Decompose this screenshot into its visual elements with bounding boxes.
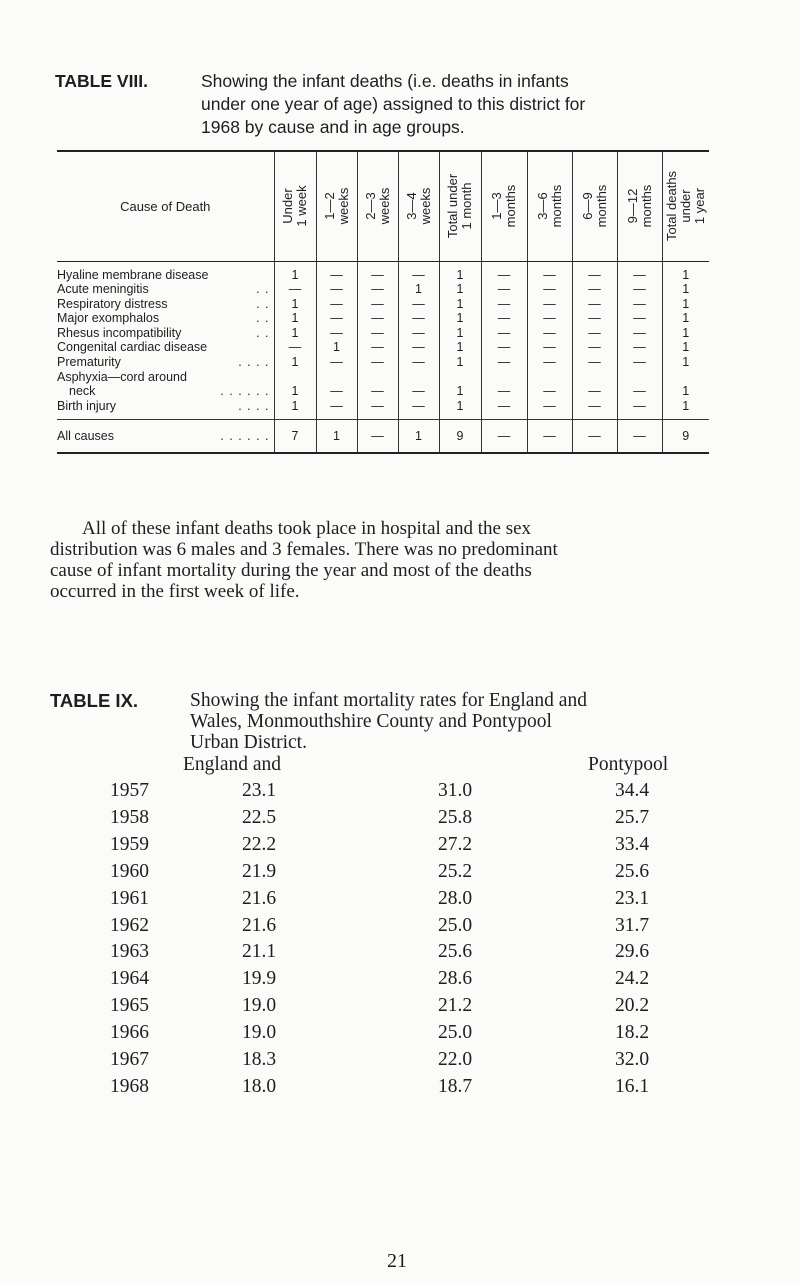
value-cell: —	[572, 297, 617, 312]
county-rate-cell: 25.0	[438, 1022, 473, 1044]
value-cell: —	[316, 261, 357, 282]
cause-cell	[57, 355, 274, 370]
pontypool-rate-cell: 18.2	[615, 1022, 650, 1044]
value-cell: —	[398, 355, 439, 370]
rate-row	[0, 1049, 800, 1075]
year-cell: 1959	[110, 833, 149, 855]
value-cell: 1	[662, 355, 709, 370]
value-cell: —	[527, 420, 572, 454]
value-cell: 1	[662, 340, 709, 355]
value-cell: —	[398, 311, 439, 326]
pontypool-rate-cell: 34.4	[615, 780, 650, 801]
value-cell: 1	[274, 261, 316, 282]
value-cell: 1	[439, 261, 481, 282]
value-cell: —	[572, 355, 617, 370]
england-rate-cell: 19.0	[242, 995, 277, 1017]
county-rate-cell: 22.0	[438, 1049, 473, 1070]
leader-dots: . . . . . .	[220, 384, 270, 399]
value-cell: —	[357, 340, 398, 355]
column-header: 3—6 months	[527, 151, 572, 261]
cause-label: Respiratory distress	[57, 296, 168, 311]
value-cell: 1	[439, 297, 481, 312]
leader-dots: . .	[256, 296, 270, 311]
value-cell: —	[357, 355, 398, 370]
value-cell: —	[316, 326, 357, 341]
rate-row	[0, 941, 800, 967]
leader-dots: . .	[256, 325, 270, 340]
value-cell: —	[572, 370, 617, 399]
value-cell: —	[572, 282, 617, 297]
table9-title	[190, 690, 587, 753]
value-cell: 1	[439, 282, 481, 297]
value-cell: 1	[439, 311, 481, 326]
year-cell: 1965	[110, 995, 149, 1017]
rate-row	[0, 888, 800, 914]
county-rate-cell: 25.6	[438, 941, 473, 963]
column-header: Under 1 week	[274, 151, 316, 261]
value-cell: —	[316, 282, 357, 297]
county-rate-cell: 21.2	[438, 995, 473, 1017]
value-cell: 1	[662, 261, 709, 282]
table-row	[57, 370, 709, 399]
year-cell: 1968	[110, 1075, 149, 1097]
value-cell: 1	[274, 297, 316, 312]
value-cell: —	[357, 297, 398, 312]
rate-row	[0, 1022, 800, 1048]
value-cell: —	[481, 370, 527, 399]
value-cell: 1	[662, 282, 709, 297]
paragraph-line: All of these infant deaths took place in hospital and the sex	[82, 518, 532, 539]
value-cell: —	[398, 370, 439, 399]
pontypool-rate-cell: 25.7	[615, 806, 650, 828]
value-cell: 9	[439, 420, 481, 454]
cause-label: Rhesus incompatibility	[57, 325, 182, 340]
county-rate-cell: 28.0	[438, 887, 473, 909]
table-row	[57, 297, 709, 312]
table9-label: TABLE IX.	[50, 690, 139, 711]
pontypool-rate-cell: 20.2	[615, 995, 650, 1017]
value-cell: —	[572, 399, 617, 420]
value-cell: —	[572, 420, 617, 454]
value-cell: 1	[439, 370, 481, 399]
value-cell: —	[398, 261, 439, 282]
table8-title-line: Showing the infant deaths (i.e. deaths in infants	[201, 71, 569, 91]
value-cell: —	[481, 340, 527, 355]
county-rate-cell: 31.0	[438, 780, 473, 801]
table9-title-line: Showing the infant mortality rates for England and	[190, 690, 587, 711]
cause-label: neck	[69, 384, 96, 399]
paragraph-line: cause of infant mortality during the year and most of the deaths	[50, 560, 532, 581]
value-cell: —	[481, 399, 527, 420]
table9-title-line: Urban District.	[190, 732, 307, 753]
england-rate-cell: 19.9	[242, 968, 277, 990]
cause-cell	[57, 370, 274, 399]
cause-label: Birth injury	[57, 398, 117, 413]
table-row	[57, 399, 709, 420]
year-cell: 1963	[110, 941, 149, 963]
page-number: 21	[387, 1250, 407, 1272]
value-cell: 1	[662, 297, 709, 312]
value-cell: —	[572, 311, 617, 326]
total-row	[57, 420, 709, 454]
cause-cell	[57, 340, 274, 355]
value-cell: —	[617, 355, 662, 370]
cause-cell	[57, 420, 274, 454]
column-header: 2—3 weeks	[357, 151, 398, 261]
value-cell: —	[527, 261, 572, 282]
cause-cell	[57, 297, 274, 312]
cause-label: Asphyxia—cord around	[57, 369, 187, 384]
value-cell: 1	[398, 420, 439, 454]
england-rate-cell: 21.6	[242, 914, 277, 936]
rate-row	[0, 1076, 800, 1102]
column-header: 3—4 weeks	[398, 151, 439, 261]
year-cell: 1958	[110, 806, 149, 828]
cause-cell	[57, 326, 274, 341]
value-cell: —	[617, 326, 662, 341]
table9-title-line: Wales, Monmouthshire County and Pontypool	[190, 711, 552, 732]
year-cell: 1967	[110, 1049, 149, 1070]
value-cell: —	[481, 282, 527, 297]
cause-cell	[57, 282, 274, 297]
pontypool-column-header: Pontypool	[588, 754, 669, 775]
value-cell: 1	[439, 340, 481, 355]
infant-deaths-table	[57, 150, 709, 454]
table-row	[57, 282, 709, 297]
value-cell: 1	[662, 370, 709, 399]
pontypool-rate-cell: 24.2	[615, 968, 650, 990]
leader-dots: . . . .	[238, 398, 270, 413]
table-row	[57, 326, 709, 341]
value-cell: —	[398, 326, 439, 341]
value-cell: —	[274, 340, 316, 355]
county-rate-cell: 18.7	[438, 1075, 473, 1097]
value-cell: —	[617, 340, 662, 355]
value-cell: —	[481, 420, 527, 454]
value-cell: 1	[316, 340, 357, 355]
column-header: Total deaths under 1 year	[662, 151, 709, 261]
pontypool-rate-cell: 25.6	[615, 860, 650, 882]
value-cell: 1	[662, 399, 709, 420]
value-cell: —	[527, 399, 572, 420]
value-cell: —	[572, 261, 617, 282]
england-rate-cell: 18.0	[242, 1075, 277, 1097]
value-cell: —	[398, 297, 439, 312]
rate-row	[0, 780, 800, 806]
value-cell: —	[617, 420, 662, 454]
value-cell: 1	[274, 311, 316, 326]
county-rate-cell: 25.0	[438, 914, 473, 936]
value-cell: 1	[662, 326, 709, 341]
pontypool-rate-cell: 16.1	[615, 1075, 650, 1097]
value-cell: —	[481, 261, 527, 282]
year-cell: 1960	[110, 860, 149, 882]
column-header: Total under 1 month	[439, 151, 481, 261]
year-cell: 1962	[110, 914, 149, 936]
england-rate-cell: 22.5	[242, 806, 277, 828]
pontypool-rate-cell: 33.4	[615, 833, 650, 855]
table-row	[57, 340, 709, 355]
england-rate-cell: 23.1	[242, 780, 277, 801]
cause-label: Hyaline membrane disease	[57, 267, 209, 282]
value-cell: —	[316, 297, 357, 312]
pontypool-rate-cell: 23.1	[615, 887, 650, 909]
value-cell: —	[357, 261, 398, 282]
value-cell: —	[481, 326, 527, 341]
cause-label: Prematurity	[57, 355, 121, 370]
value-cell: —	[398, 399, 439, 420]
value-cell: 7	[274, 420, 316, 454]
rate-row	[0, 995, 800, 1021]
value-cell: —	[527, 297, 572, 312]
column-header: 6—9 months	[572, 151, 617, 261]
value-cell: —	[617, 282, 662, 297]
value-cell: —	[357, 399, 398, 420]
table8-title-line: under one year of age) assigned to this district for	[201, 94, 586, 114]
leader-dots: . . . .	[238, 355, 270, 370]
value-cell: —	[617, 297, 662, 312]
value-cell: —	[357, 282, 398, 297]
england-rate-cell: 18.3	[242, 1049, 277, 1070]
england-rate-cell: 21.6	[242, 887, 277, 909]
cause-cell	[57, 311, 274, 326]
value-cell: —	[398, 340, 439, 355]
value-cell: 1	[274, 355, 316, 370]
value-cell: 1	[274, 326, 316, 341]
county-rate-cell: 25.8	[438, 806, 473, 828]
value-cell: —	[617, 311, 662, 326]
table8-header-row	[57, 151, 709, 261]
value-cell: 1	[439, 399, 481, 420]
column-header: 9—12 months	[617, 151, 662, 261]
value-cell: —	[357, 326, 398, 341]
table8-title	[201, 70, 771, 139]
value-cell: —	[617, 399, 662, 420]
pontypool-rate-cell: 31.7	[615, 914, 650, 936]
england-rate-cell: 21.1	[242, 941, 277, 963]
table-row	[57, 355, 709, 370]
rate-row	[0, 915, 800, 941]
paragraph-line: distribution was 6 males and 3 females. There was no predominant	[50, 539, 558, 560]
cause-label: All causes	[57, 429, 114, 444]
value-cell: —	[481, 311, 527, 326]
value-cell: 1	[439, 326, 481, 341]
rate-row	[0, 807, 800, 833]
value-cell: 9	[662, 420, 709, 454]
value-cell: —	[527, 311, 572, 326]
value-cell: —	[572, 340, 617, 355]
pontypool-rate-cell: 32.0	[615, 1049, 650, 1070]
value-cell: 1	[316, 420, 357, 454]
value-cell: —	[527, 326, 572, 341]
value-cell: 1	[274, 370, 316, 399]
value-cell: —	[481, 297, 527, 312]
rate-row	[0, 834, 800, 860]
value-cell: —	[527, 355, 572, 370]
cause-label: Congenital cardiac disease	[57, 340, 208, 355]
value-cell: —	[316, 355, 357, 370]
leader-dots: . .	[256, 282, 270, 297]
cause-cell	[57, 399, 274, 420]
paragraph-line: occurred in the first week of life.	[50, 581, 300, 602]
rate-row	[0, 861, 800, 887]
year-cell: 1966	[110, 1022, 149, 1044]
value-cell: —	[527, 340, 572, 355]
cause-label: Acute meningitis	[57, 282, 149, 297]
value-cell: 1	[439, 355, 481, 370]
cause-label: Major exomphalos	[57, 311, 160, 326]
year-cell: 1964	[110, 968, 149, 990]
column-header: 1—2 weeks	[316, 151, 357, 261]
value-cell: —	[316, 399, 357, 420]
value-cell: —	[316, 370, 357, 399]
county-rate-cell: 27.2	[438, 833, 473, 855]
england-column-header: England and	[183, 754, 282, 775]
column-header: 1—3 months	[481, 151, 527, 261]
leader-dots: . . . . . .	[220, 429, 270, 444]
value-cell: —	[357, 311, 398, 326]
cause-column-header: Cause of Death	[57, 151, 274, 261]
value-cell: —	[357, 420, 398, 454]
table-row	[57, 261, 709, 282]
pontypool-rate-cell: 29.6	[615, 941, 650, 963]
england-rate-cell: 19.0	[242, 1022, 277, 1044]
england-rate-cell: 21.9	[242, 860, 277, 882]
value-cell: 1	[398, 282, 439, 297]
table8-title-line: 1968 by cause and in age groups.	[201, 117, 465, 137]
value-cell: —	[481, 355, 527, 370]
county-rate-cell: 28.6	[438, 968, 473, 990]
value-cell: 1	[274, 399, 316, 420]
cause-cell	[57, 261, 274, 282]
summary-paragraph	[50, 518, 765, 602]
value-cell: 1	[662, 311, 709, 326]
year-cell: 1957	[110, 780, 149, 801]
county-rate-cell: 25.2	[438, 860, 473, 882]
rate-row	[0, 968, 800, 994]
value-cell: —	[617, 261, 662, 282]
value-cell: —	[527, 370, 572, 399]
year-cell: 1961	[110, 887, 149, 909]
value-cell: —	[316, 311, 357, 326]
leader-dots: . .	[256, 311, 270, 326]
value-cell: —	[617, 370, 662, 399]
table-row	[57, 311, 709, 326]
value-cell: —	[274, 282, 316, 297]
value-cell: —	[527, 282, 572, 297]
value-cell: —	[572, 326, 617, 341]
table8-label: TABLE VIII.	[55, 71, 149, 91]
england-rate-cell: 22.2	[242, 833, 277, 855]
value-cell: —	[357, 370, 398, 399]
